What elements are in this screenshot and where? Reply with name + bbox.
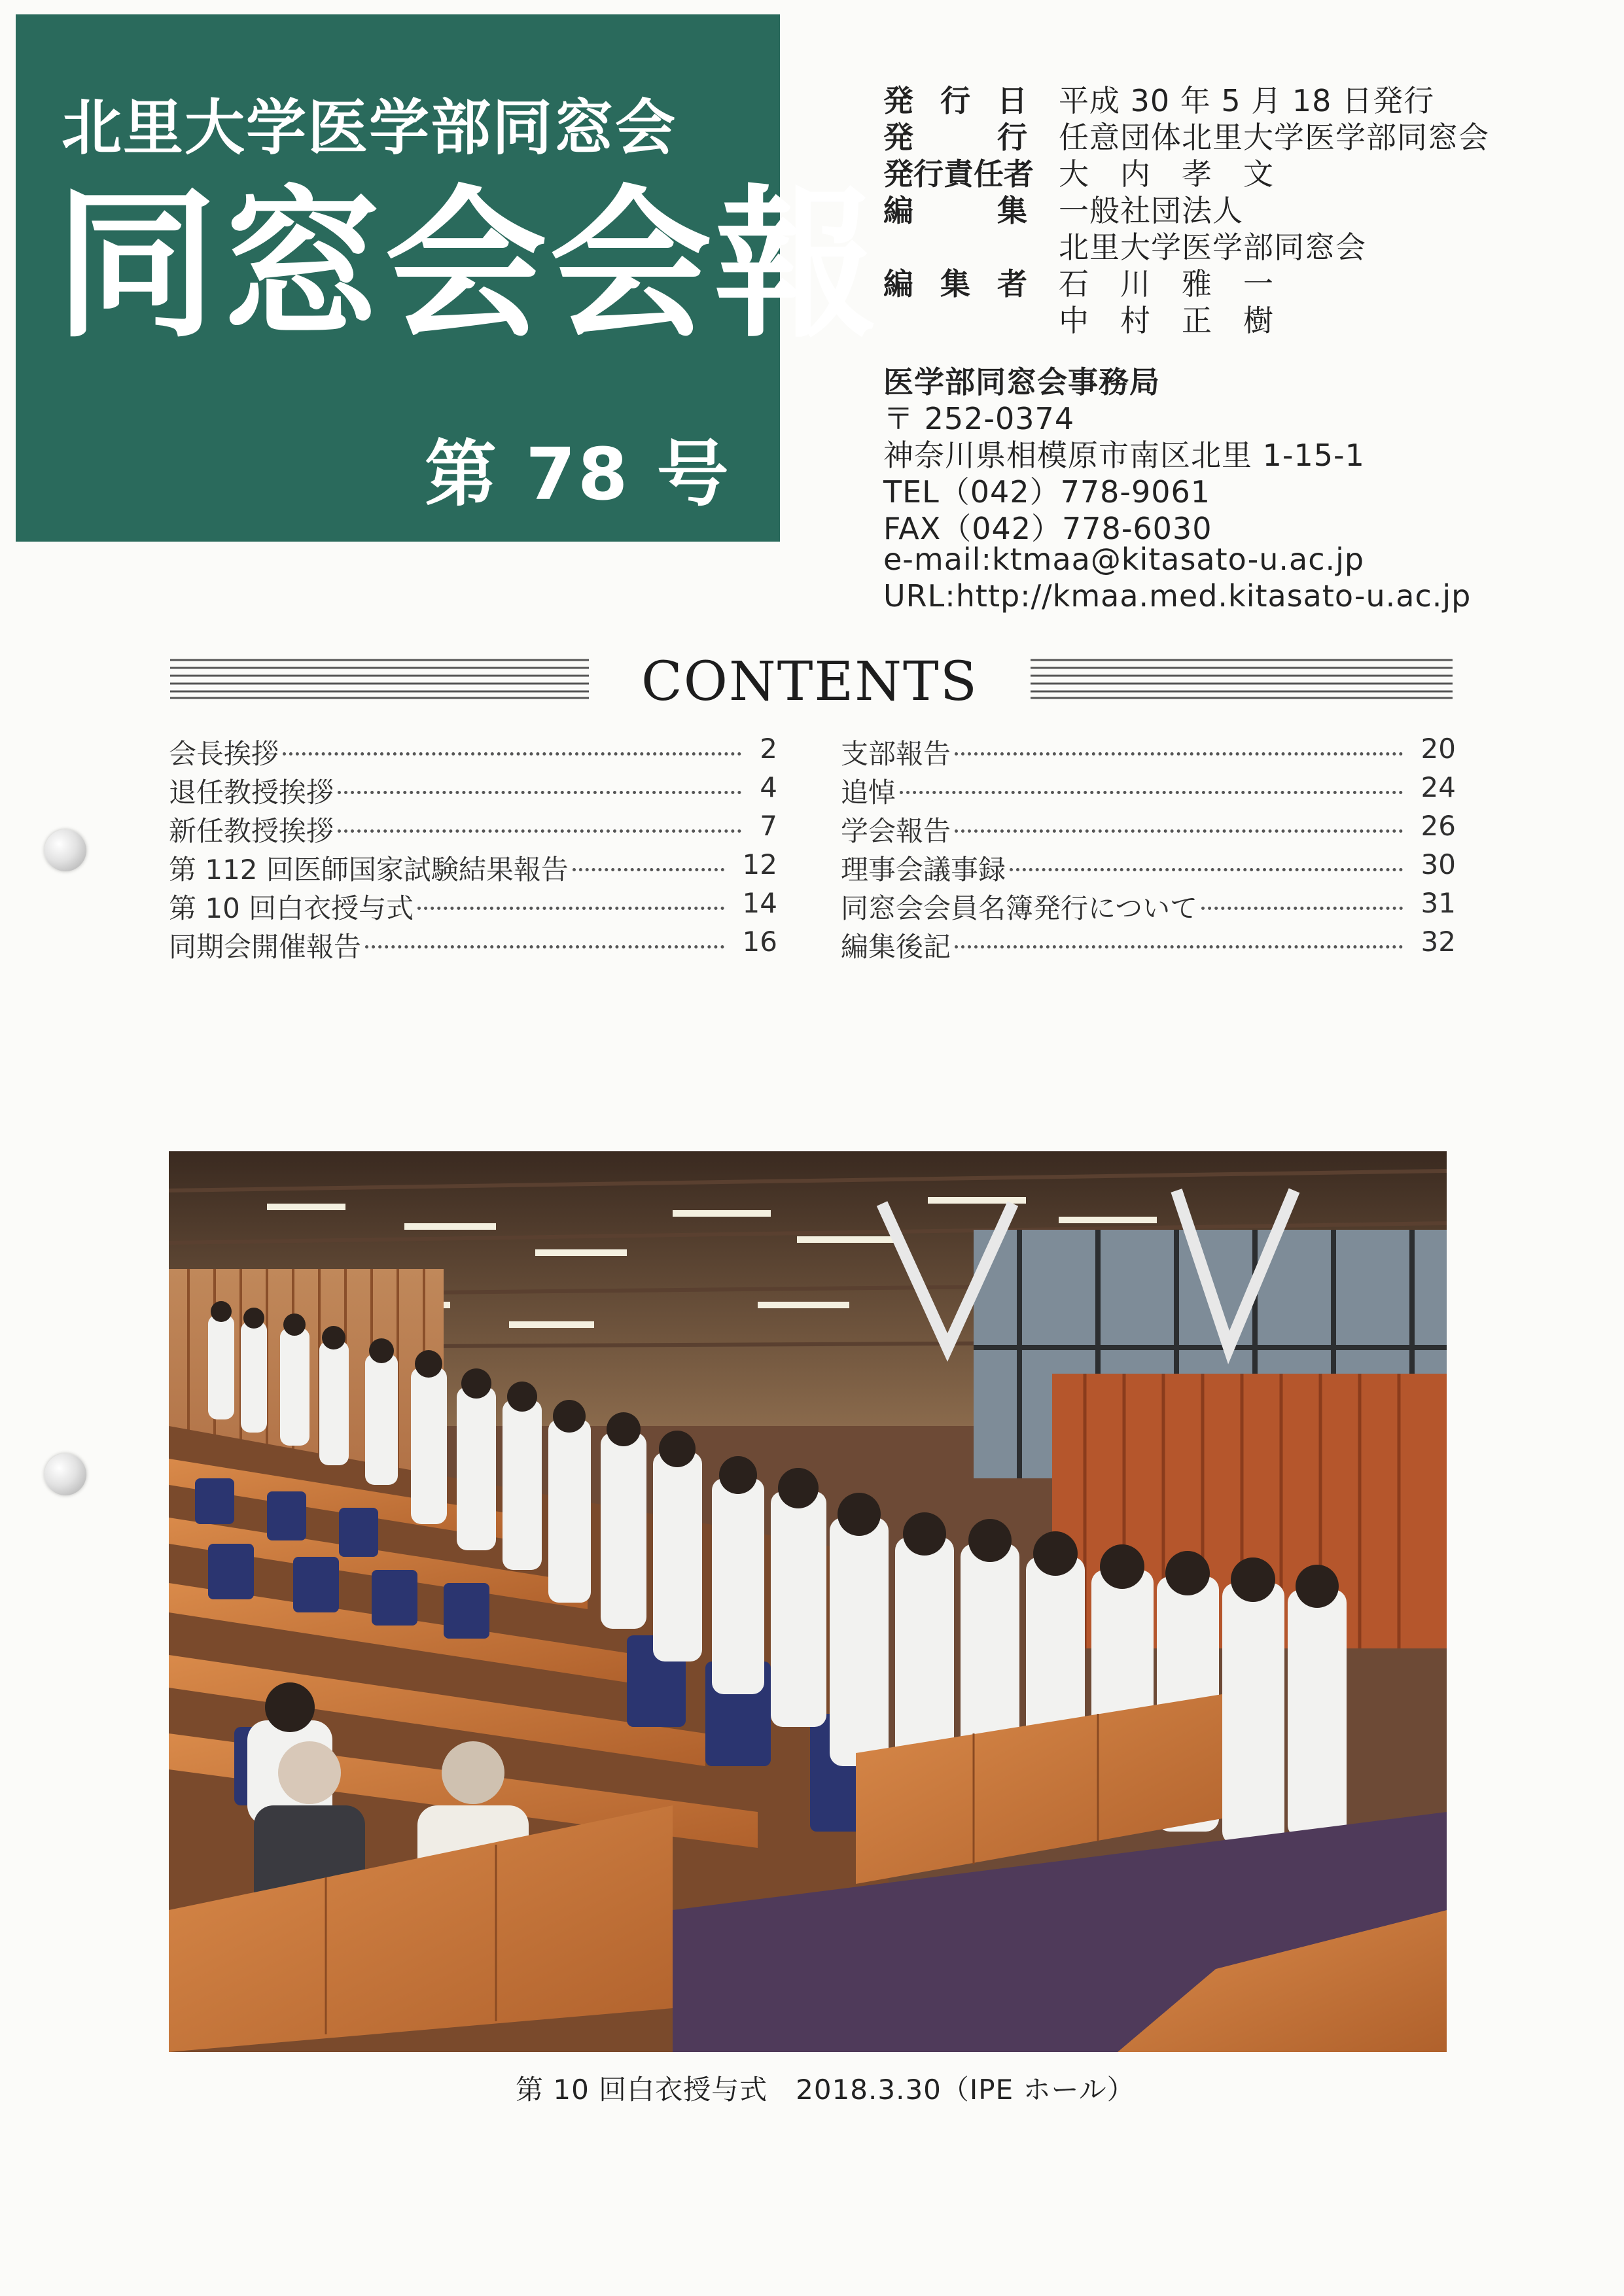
leader-dots <box>365 945 724 948</box>
toc-item[interactable] <box>169 887 777 926</box>
toc-item[interactable] <box>841 771 1456 810</box>
info-label: 発行責任者 <box>883 156 1034 192</box>
toc-item[interactable] <box>841 848 1456 887</box>
toc-page: 12 <box>742 848 777 880</box>
toc-title: 同期会開催報告 <box>169 931 362 963</box>
info-label: 発行日 <box>883 83 1027 118</box>
leader-dots <box>900 791 1403 794</box>
toc-right-column <box>841 733 1456 964</box>
leader-dots <box>955 829 1403 833</box>
toc-title: 学会報告 <box>841 815 951 847</box>
toc-title: 理事会議事録 <box>841 854 1006 886</box>
toc-title: 新任教授挨拶 <box>169 815 334 847</box>
info-value: 平成 30 年 5 月 18 日発行 <box>1059 83 1435 118</box>
office-name: 医学部同窓会事務局 <box>883 364 1160 400</box>
toc-title: 退任教授挨拶 <box>169 776 334 809</box>
auditorium-illustration <box>169 1151 1447 2052</box>
toc-page: 4 <box>760 771 777 803</box>
info-value: 石 川 雅 一 <box>1059 266 1274 302</box>
toc-title: 会長挨拶 <box>169 738 279 770</box>
office-tel: TEL（042）778-9061 <box>883 474 1211 510</box>
toc-title: 同窓会会員名簿発行について <box>841 892 1198 924</box>
contents-heading <box>170 651 1453 713</box>
office-address: 神奈川県相模原市南区北里 1-15-1 <box>883 438 1365 473</box>
toc-title: 第 10 回白衣授与式 <box>169 892 414 924</box>
info-value: 中 村 正 樹 <box>1059 303 1274 338</box>
toc-title: 追悼 <box>841 776 896 809</box>
leader-dots <box>573 868 724 871</box>
toc-page: 2 <box>760 733 777 765</box>
toc-title: 第 112 回医師国家試験結果報告 <box>169 854 569 886</box>
toc-title: 支部報告 <box>841 738 951 770</box>
info-value: 北里大学医学部同窓会 <box>1059 230 1366 265</box>
toc-page: 14 <box>742 887 777 919</box>
toc-title: 編集後記 <box>841 931 951 963</box>
leader-dots <box>1201 907 1403 910</box>
toc-page: 24 <box>1421 771 1456 803</box>
photo-caption: 第 10 回白衣授与式 2018.3.30（IPE ホール） <box>516 2074 1135 2106</box>
toc-item[interactable] <box>841 810 1456 848</box>
organization-name: 北里大学医学部同窓会 <box>62 93 677 163</box>
info-label: 発行 <box>883 120 1027 155</box>
toc-page: 30 <box>1421 848 1456 880</box>
toc-item[interactable] <box>169 848 777 887</box>
toc-item[interactable] <box>841 887 1456 926</box>
heading-rule <box>170 659 589 699</box>
ceremony-photo <box>169 1151 1447 2052</box>
heading-rule <box>1031 659 1453 699</box>
leader-dots <box>1010 868 1403 871</box>
info-value: 大 内 孝 文 <box>1059 156 1274 192</box>
contents-title: CONTENTS <box>641 651 978 713</box>
leader-dots <box>338 791 741 794</box>
office-contact <box>883 358 1471 615</box>
toc-page: 32 <box>1421 926 1456 958</box>
toc-page: 26 <box>1421 810 1456 842</box>
leader-dots <box>283 752 741 756</box>
toc-item[interactable] <box>841 926 1456 964</box>
toc-item[interactable] <box>169 733 777 771</box>
info-label: 編集者 <box>883 266 1027 302</box>
leader-dots <box>417 907 724 910</box>
toc-page: 31 <box>1421 887 1456 919</box>
toc-page: 7 <box>760 810 777 842</box>
office-url: URL:http://kmaa.med.kitasato-u.ac.jp <box>883 578 1472 614</box>
office-postal: 〒 252-0374 <box>883 401 1075 436</box>
toc-item[interactable] <box>841 733 1456 771</box>
toc-left-column <box>169 733 777 964</box>
masthead <box>16 14 879 542</box>
toc-page: 20 <box>1421 733 1456 765</box>
toc-item[interactable] <box>169 926 777 964</box>
binder-hole <box>44 829 86 871</box>
toc-item[interactable] <box>169 771 777 810</box>
toc-item[interactable] <box>169 810 777 848</box>
info-label: 編集 <box>883 193 1027 228</box>
office-fax: FAX（042）778-6030 <box>883 511 1212 546</box>
leader-dots <box>955 945 1403 948</box>
leader-dots <box>955 752 1403 756</box>
newsletter-title: 同窓会会報 <box>55 171 879 360</box>
info-value: 任意団体北里大学医学部同窓会 <box>1059 120 1489 155</box>
leader-dots <box>338 829 741 833</box>
office-email: e-mail:ktmaa@kitasato-u.ac.jp <box>883 542 1365 577</box>
toc-page: 16 <box>742 926 777 958</box>
binder-hole <box>44 1453 86 1495</box>
issue-number: 第 78 号 <box>425 432 731 516</box>
info-value: 一般社団法人 <box>1059 193 1243 228</box>
